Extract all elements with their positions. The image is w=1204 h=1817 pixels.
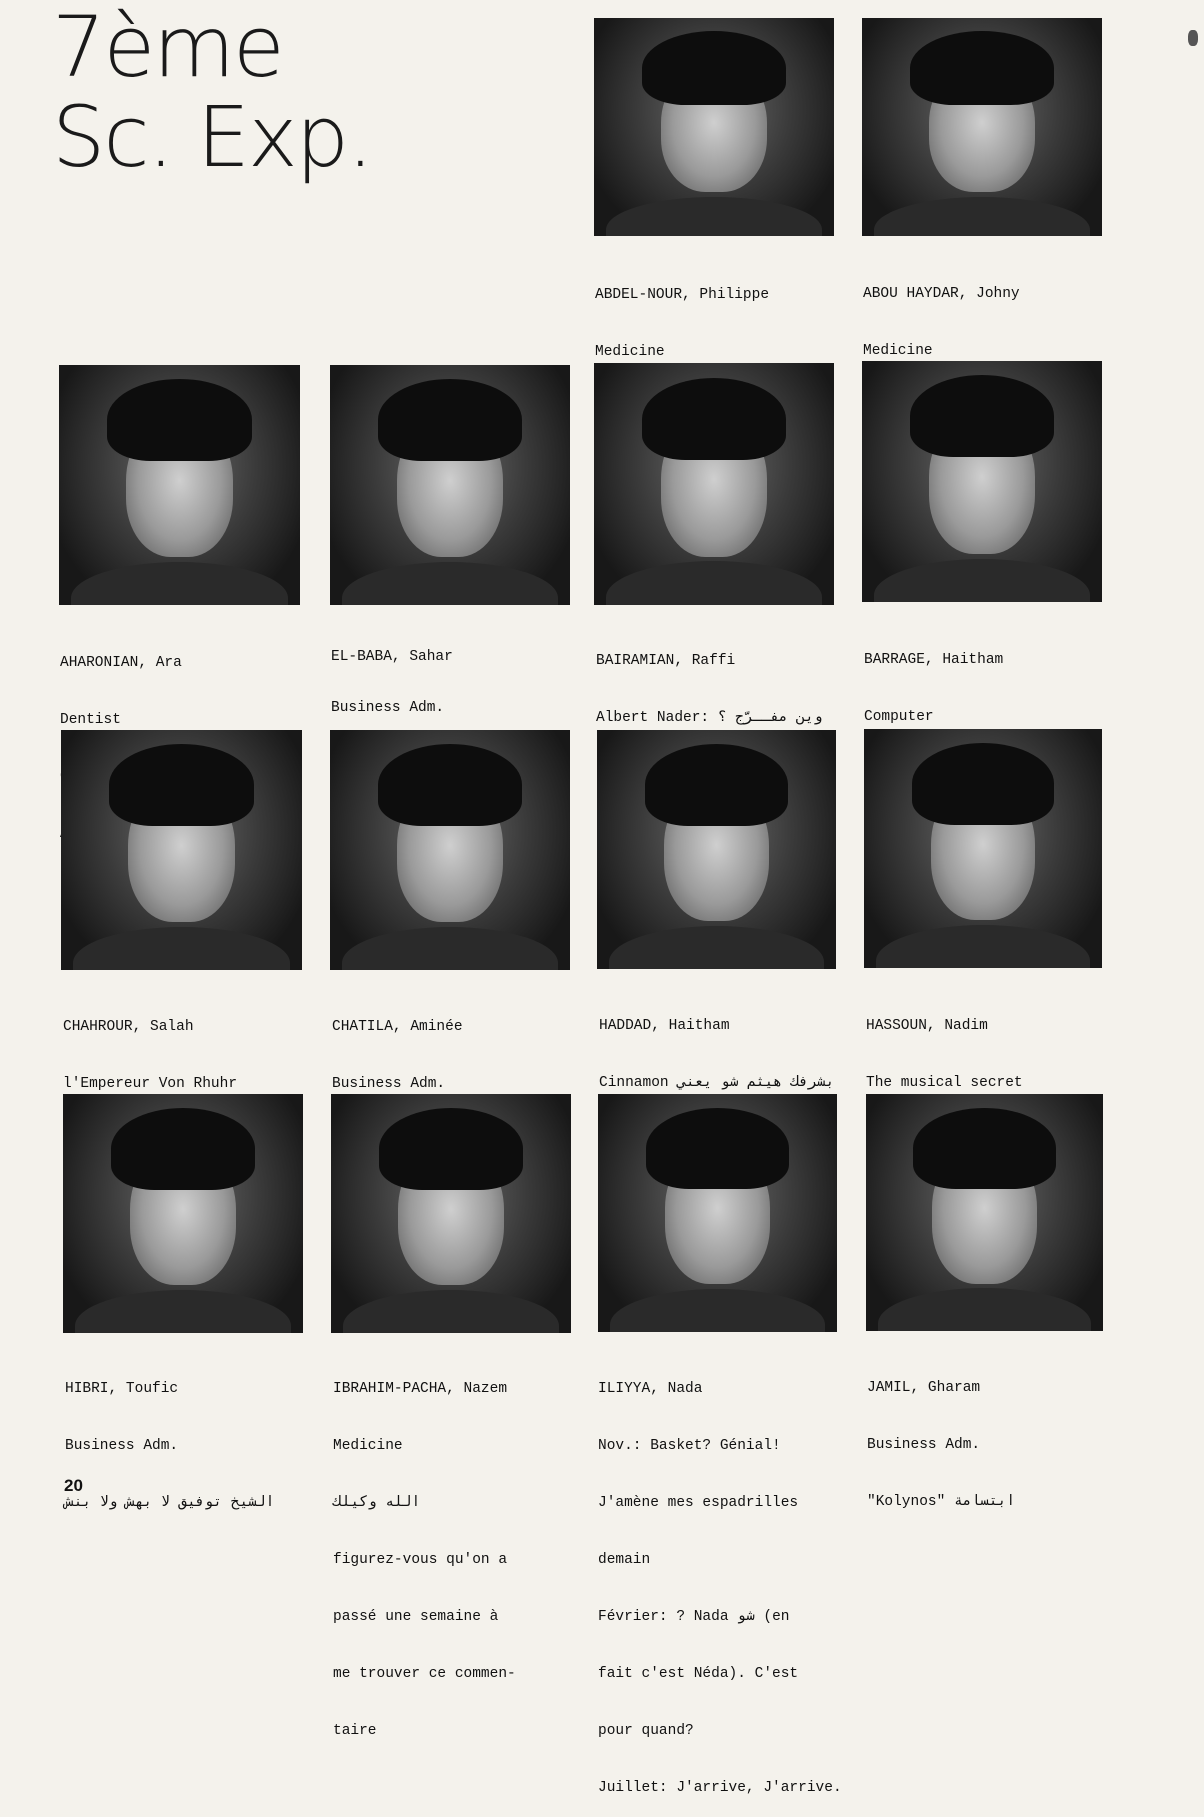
student-photo — [862, 361, 1102, 602]
caption-line: Cinnamon بشرفك هيثم شو يعني — [599, 1075, 835, 1091]
caption-line: Nov.: Basket? Génial! — [598, 1438, 781, 1454]
page-edge-mark — [1188, 30, 1198, 46]
caption-line: The musical secret — [866, 1075, 1023, 1091]
student-photo — [61, 730, 302, 970]
student-photo — [594, 363, 834, 605]
page-title — [52, 0, 372, 186]
student-name: JAMIL, Gharam — [867, 1380, 981, 1396]
student-photo — [597, 730, 836, 969]
student-caption — [599, 979, 834, 1112]
caption-line: Business Adm. — [331, 700, 445, 716]
student-photo — [63, 1094, 303, 1333]
student-photo — [330, 730, 570, 970]
student-name: ABDEL-NOUR, Philippe — [595, 287, 770, 303]
title-line-2: Sc. Exp. — [52, 88, 372, 186]
student-photo — [598, 1094, 837, 1332]
caption-line: Albert Nader: وين مفــرّج ؟ — [596, 710, 823, 726]
caption-line: Medicine — [595, 344, 665, 360]
student-name: BARRAGE, Haitham — [864, 652, 1004, 668]
caption-line: taire — [333, 1723, 377, 1739]
caption-line: Juillet: J'arrive, J'arrive. — [598, 1780, 842, 1796]
student-photo — [331, 1094, 571, 1333]
student-name: IBRAHIM-PACHA, Nazem — [333, 1381, 508, 1397]
caption-line: J'amène mes espadrilles — [598, 1495, 799, 1511]
caption-line: figurez-vous qu'on a — [333, 1552, 508, 1568]
student-caption — [65, 1342, 274, 1532]
student-name: EL-BABA, Sahar — [331, 649, 453, 665]
caption-line: l'Empereur Von Rhuhr — [63, 1076, 238, 1092]
student-name: CHAHROUR, Salah — [63, 1019, 194, 1035]
student-photo — [59, 365, 300, 605]
student-caption — [333, 1342, 516, 1760]
caption-line: me trouver ce commen- — [333, 1666, 516, 1682]
student-photo — [862, 18, 1102, 236]
student-caption — [867, 1341, 1015, 1531]
student-photo — [594, 18, 834, 236]
student-name: HASSOUN, Nadim — [866, 1018, 988, 1034]
caption-line: fait c'est Néda). C'est — [598, 1666, 799, 1682]
student-caption — [598, 1342, 842, 1817]
caption-line: Février: ? Nada شو (en — [598, 1609, 790, 1625]
student-photo — [864, 729, 1102, 968]
student-name: HIBRI, Toufic — [65, 1381, 179, 1397]
caption-line: "Kolynos" ابتسامة — [867, 1494, 1016, 1510]
student-photo — [866, 1094, 1103, 1331]
caption-line: passé une semaine à — [333, 1609, 499, 1625]
caption-line: Dentist — [60, 712, 121, 728]
page-number: 20 — [64, 1476, 83, 1495]
student-name: ABOU HAYDAR, Johny — [863, 286, 1020, 302]
student-name: ILIYYA, Nada — [598, 1381, 703, 1397]
caption-line: الشيخ توفيق لا بهش ولا بنش — [65, 1495, 275, 1511]
student-name: CHATILA, Aminée — [332, 1019, 463, 1035]
student-name: BAIRAMIAN, Raffi — [596, 653, 736, 669]
title-line-1: 7ème — [52, 0, 283, 96]
student-photo — [330, 365, 570, 605]
caption-line: Business Adm. — [867, 1437, 981, 1453]
caption-line: Medicine — [863, 343, 933, 359]
caption-line: pour quand? — [598, 1723, 694, 1739]
student-name: AHARONIAN, Ara — [60, 655, 182, 671]
caption-line: Medicine — [333, 1438, 403, 1454]
caption-line: Computer — [864, 709, 934, 725]
caption-line: Business Adm. — [65, 1438, 179, 1454]
caption-line: الله وكيلك — [333, 1495, 421, 1511]
caption-line: demain — [598, 1552, 651, 1568]
student-name: HADDAD, Haitham — [599, 1018, 730, 1034]
caption-line: Business Adm. — [332, 1076, 446, 1092]
